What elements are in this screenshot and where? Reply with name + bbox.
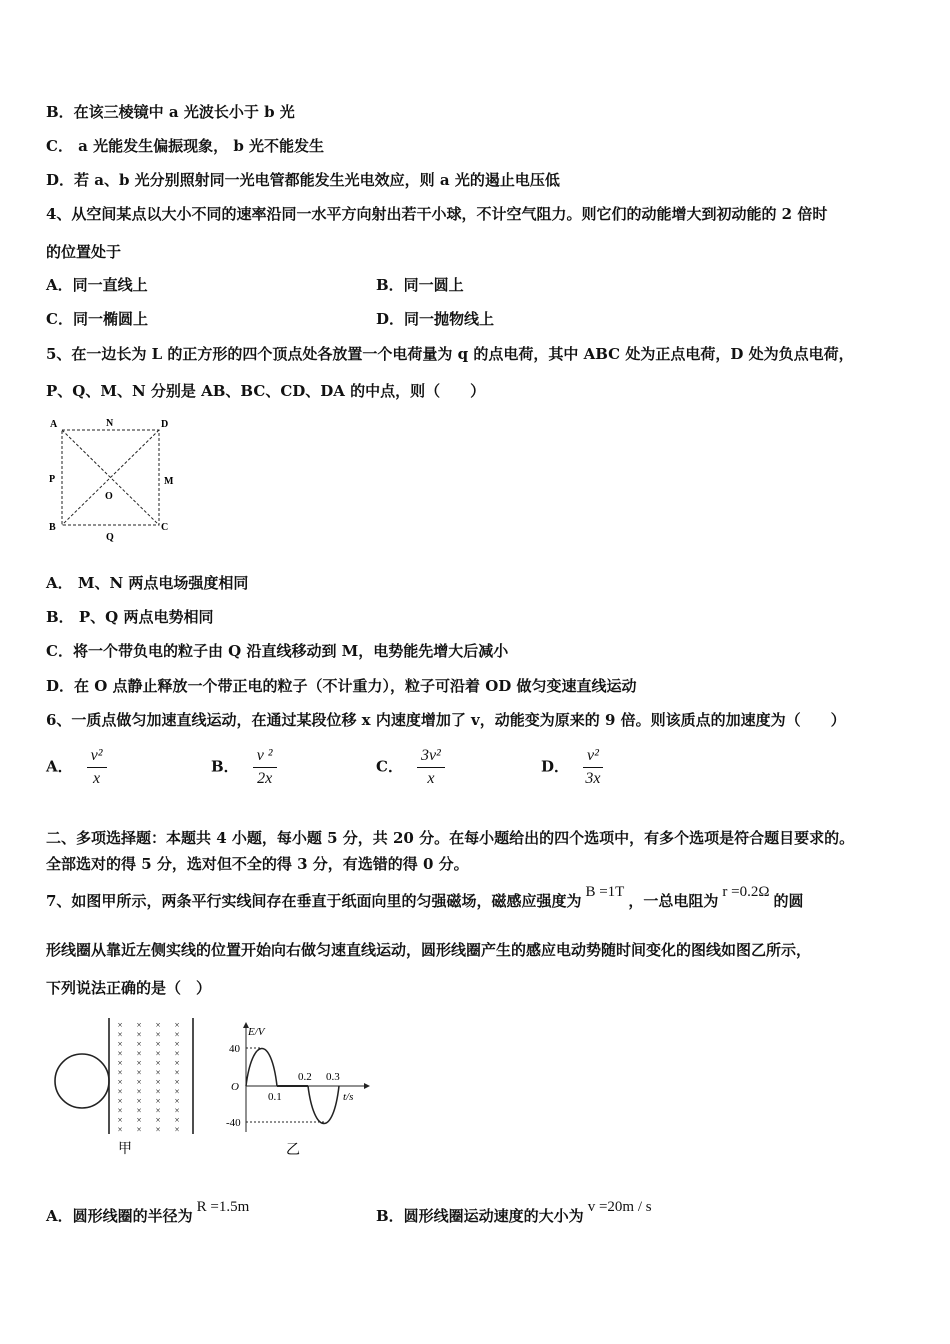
q7-stem-part2: ，一总电阻为 bbox=[628, 892, 719, 910]
field-cross-mark: × bbox=[117, 1096, 123, 1106]
formula-b-field: B =1T bbox=[585, 884, 625, 900]
field-cross-mark: × bbox=[117, 1029, 123, 1040]
field-cross-mark: × bbox=[136, 1124, 142, 1135]
q4-option-d: D．同一抛物线上 bbox=[376, 310, 495, 328]
field-cross-mark: × bbox=[174, 1086, 180, 1097]
field-cross-mark: × bbox=[174, 1020, 180, 1030]
q3-option-d: D．若 a、b 光分别照射同一光电管都能发生光电效应，则 a 光的遏止电压低 bbox=[46, 171, 560, 189]
field-cross-mark: × bbox=[136, 1039, 142, 1049]
label-C: C bbox=[161, 522, 169, 533]
field-cross-mark: × bbox=[117, 1067, 123, 1078]
label-A: A bbox=[50, 419, 58, 430]
q7-stem-part1: 7、如图甲所示，两条平行实线间存在垂直于纸面向里的匀强磁场，磁感应强度为 bbox=[46, 892, 582, 910]
graph-ylabel: E/V bbox=[248, 1026, 265, 1038]
fraction-d-num: v² bbox=[583, 746, 603, 768]
q7-option-a bbox=[46, 1199, 253, 1227]
field-cross-mark: × bbox=[117, 1086, 123, 1097]
field-cross-mark: × bbox=[155, 1096, 161, 1106]
formula-velocity: v =20m / s bbox=[587, 1199, 652, 1215]
field-cross-mark: × bbox=[155, 1058, 161, 1068]
formula-resistance: r =0.2Ω bbox=[722, 884, 770, 900]
coil-circle bbox=[55, 1054, 109, 1108]
field-cross-mark: × bbox=[117, 1077, 123, 1087]
field-cross-mark: × bbox=[155, 1077, 161, 1087]
figure-yi-graph bbox=[226, 1020, 372, 1160]
section2-heading-line1: 二、多项选择题：本题共 4 小题，每小题 5 分，共 20 分。在每小题给出的四个选项中，有多个选项是符合题目要求的。 bbox=[46, 829, 855, 847]
tick-y-minus-40: -40 bbox=[226, 1117, 241, 1129]
q6-option-c bbox=[376, 746, 445, 789]
fraction-c bbox=[417, 746, 445, 789]
field-cross-mark: × bbox=[155, 1067, 161, 1078]
q5-stem-line2: P、Q、M、N 分别是 AB、BC、CD、DA 的中点，则（ ） bbox=[46, 382, 486, 400]
q6-stem: 6、一质点做匀加速直线运动，在通过某段位移 x 内速度增加了 v，动能变为原来的 9 倍。则该质点的加速度为（ ） bbox=[46, 711, 846, 729]
graph-xlabel: t/s bbox=[343, 1091, 354, 1103]
q5-option-d: D．在 O 点静止释放一个带正电的粒子（不计重力），粒子可沿着 OD 做匀变速直线运动 bbox=[46, 677, 637, 695]
q4-option-b: B．同一圆上 bbox=[376, 276, 464, 294]
field-cross-mark: × bbox=[174, 1067, 180, 1078]
q4-stem-line1: 4、从空间某点以大小不同的速率沿同一水平方向射出若干小球，不计空气阻力。则它们的动能增大到初动能的 2 倍时 bbox=[46, 205, 828, 223]
q3-option-b: B．在该三棱镜中 a 光波长小于 b 光 bbox=[46, 103, 295, 121]
q7-option-b bbox=[376, 1199, 656, 1227]
field-cross-mark: × bbox=[155, 1105, 161, 1116]
q7-stem-line2: 形线圈从靠近左侧实线的位置开始向右做匀速直线运动，圆形线圈产生的感应电动势随时间变化的图线如图乙所示， bbox=[46, 941, 812, 959]
field-cross-mark: × bbox=[136, 1067, 142, 1078]
field-cross-mark: × bbox=[136, 1105, 142, 1116]
q7-option-b-text: B．圆形线圈运动速度的大小为 bbox=[376, 1207, 584, 1225]
field-cross-mark: × bbox=[155, 1086, 161, 1097]
q6-option-b bbox=[211, 746, 277, 789]
field-cross-mark: × bbox=[136, 1058, 142, 1068]
fraction-d-den: 3x bbox=[585, 770, 601, 787]
q5-stem-line1: 5、在一边长为 L 的正方形的四个顶点处各放置一个电荷量为 q 的点电荷，其中 ABC 处为正点电荷，D 处为负点电荷， bbox=[46, 345, 854, 363]
field-cross-mark: × bbox=[136, 1077, 142, 1087]
field-cross-mark: × bbox=[136, 1029, 142, 1040]
field-cross-mark: × bbox=[155, 1124, 161, 1135]
q6-option-b-label: B． bbox=[211, 757, 239, 776]
field-cross-mark: × bbox=[174, 1058, 180, 1068]
tick-y-40: 40 bbox=[229, 1043, 240, 1055]
label-M: M bbox=[164, 476, 174, 487]
formula-radius: R =1.5m bbox=[196, 1199, 250, 1215]
label-D: D bbox=[161, 419, 169, 430]
fraction-b-num: v ² bbox=[253, 746, 277, 768]
figure-yi-label: 乙 bbox=[286, 1143, 300, 1158]
q4-option-c: C．同一椭圆上 bbox=[46, 310, 148, 328]
field-cross-mark: × bbox=[117, 1058, 123, 1068]
emf-negative-lobe bbox=[308, 1086, 339, 1124]
field-cross-mark: × bbox=[174, 1124, 180, 1135]
q6-option-d-label: D． bbox=[541, 757, 570, 776]
field-cross-mark: × bbox=[155, 1020, 161, 1030]
field-cross-mark: × bbox=[174, 1077, 180, 1087]
field-cross-mark: × bbox=[136, 1048, 142, 1059]
t-axis-arrow bbox=[364, 1083, 370, 1089]
q7-stem-line1 bbox=[46, 884, 804, 912]
q5-option-a: A． M、N 两点电场强度相同 bbox=[46, 574, 249, 592]
field-cross-mark: × bbox=[155, 1039, 161, 1049]
fraction-b bbox=[253, 746, 277, 789]
field-cross-mark: × bbox=[174, 1105, 180, 1116]
figure-jia bbox=[50, 1016, 210, 1162]
q4-option-a: A．同一直线上 bbox=[46, 276, 148, 294]
field-cross-mark: × bbox=[117, 1020, 123, 1030]
q6-option-c-label: C． bbox=[376, 757, 403, 776]
label-O: O bbox=[105, 491, 113, 502]
field-cross-mark: × bbox=[136, 1020, 142, 1030]
field-cross-mark: × bbox=[155, 1029, 161, 1040]
emf-positive-lobe bbox=[246, 1048, 277, 1086]
q7-stem-line3: 下列说法正确的是（ ） bbox=[46, 979, 212, 997]
field-cross-mark: × bbox=[174, 1029, 180, 1040]
fraction-a-den: x bbox=[93, 770, 101, 787]
label-N: N bbox=[106, 418, 114, 429]
q3-option-c: C． a 光能发生偏振现象， b 光不能发生 bbox=[46, 137, 325, 155]
q7-stem-part3: 的圆 bbox=[773, 892, 804, 910]
q6-option-a bbox=[46, 746, 107, 789]
magnetic-field-crosses bbox=[117, 1020, 179, 1135]
fraction-b-den: 2x bbox=[257, 770, 273, 787]
q4-stem-line2: 的位置处于 bbox=[46, 243, 122, 261]
label-B: B bbox=[49, 522, 56, 533]
q6-option-d bbox=[541, 746, 603, 789]
fraction-a bbox=[87, 746, 107, 789]
section2-heading-line2: 全部选对的得 5 分，选对但不全的得 3 分，有选错的得 0 分。 bbox=[46, 855, 469, 873]
tick-x-0-1: 0.1 bbox=[268, 1091, 282, 1103]
label-P: P bbox=[49, 474, 56, 485]
fraction-c-den: x bbox=[427, 770, 435, 787]
label-Q: Q bbox=[106, 532, 114, 543]
q5-option-c: C．将一个带负电的粒子由 Q 沿直线移动到 M，电势能先增大后减小 bbox=[46, 642, 509, 660]
field-cross-mark: × bbox=[155, 1048, 161, 1059]
q7-option-a-text: A．圆形线圈的半径为 bbox=[46, 1207, 193, 1225]
tick-x-0-2: 0.2 bbox=[298, 1071, 312, 1083]
field-cross-mark: × bbox=[117, 1115, 123, 1125]
field-cross-mark: × bbox=[136, 1086, 142, 1097]
square-charge-figure bbox=[44, 414, 184, 548]
field-cross-mark: × bbox=[136, 1096, 142, 1106]
tick-x-0-3: 0.3 bbox=[326, 1071, 340, 1083]
field-cross-mark: × bbox=[174, 1096, 180, 1106]
fraction-c-num: 3v² bbox=[417, 746, 445, 768]
field-cross-mark: × bbox=[174, 1039, 180, 1049]
tick-y-origin: O bbox=[231, 1081, 239, 1093]
field-cross-mark: × bbox=[155, 1115, 161, 1125]
field-cross-mark: × bbox=[117, 1048, 123, 1059]
fraction-d bbox=[583, 746, 603, 789]
field-cross-mark: × bbox=[117, 1124, 123, 1135]
fraction-a-num: v² bbox=[87, 746, 107, 768]
field-cross-mark: × bbox=[136, 1115, 142, 1125]
field-cross-mark: × bbox=[174, 1048, 180, 1059]
field-cross-mark: × bbox=[174, 1115, 180, 1125]
figure-jia-label: 甲 bbox=[118, 1142, 132, 1157]
field-cross-mark: × bbox=[117, 1105, 123, 1116]
q6-option-a-label: A． bbox=[46, 757, 73, 776]
field-cross-mark: × bbox=[117, 1039, 123, 1049]
q5-option-b: B． P、Q 两点电势相同 bbox=[46, 608, 214, 626]
